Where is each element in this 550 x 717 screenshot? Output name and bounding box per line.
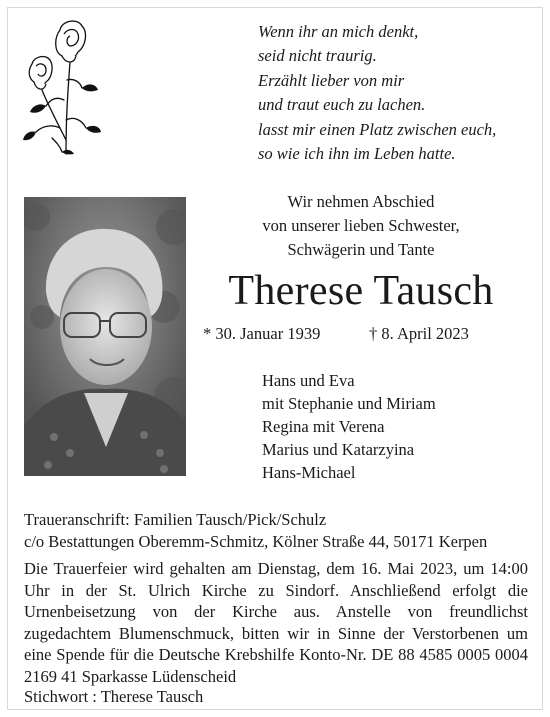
donation-keyword: Stichwort : Therese Tausch: [24, 687, 204, 706]
birth-date: * 30. Januar 1939: [203, 324, 321, 343]
funeral-notice: Die Trauerfeier wird gehalten am Dienstag, dem 16. Mai 2023, um 14:00 Uhr in der St. Ulrich Kirche zu Sindorf. Anschließend erfolgt die Urnenbeisetzung von der Kirche aus. Anstelle von freundlichst zugedachtem Blumenschmuck, bitten wir in Sinne der Verstorbenen um eine Spende für die Deutsche Krebshilfe Konto-Nr. DE 88 4585 0005 0004 2169 41 Sparkasse Lüdenscheid: [24, 559, 528, 686]
portrait-photo: [24, 197, 186, 476]
mourner: Hans und Eva: [262, 371, 355, 390]
intro-line: von unserer lieben Schwester,: [262, 216, 460, 235]
poem-line: so wie ich ihn im Leben hatte.: [258, 144, 456, 164]
death-date: † 8. April 2023: [369, 324, 469, 343]
intro-line: Schwägerin und Tante: [287, 240, 435, 259]
mourner: Hans-Michael: [262, 463, 356, 482]
poem-line: seid nicht traurig.: [258, 46, 377, 66]
deceased-name: Therese Tausch: [228, 268, 494, 314]
mourner: Regina mit Verena: [262, 417, 385, 436]
intro-line: Wir nehmen Abschied: [287, 192, 435, 211]
poem-line: Wenn ihr an mich denkt,: [258, 22, 419, 41]
rose-icon: [22, 20, 102, 155]
mourner: Marius und Katarzyina: [262, 440, 415, 459]
mourner: mit Stephanie und Miriam: [262, 394, 436, 413]
mourners-list: [262, 369, 532, 484]
life-dates: [203, 322, 533, 346]
poem-line: und traut euch zu lachen.: [258, 95, 426, 115]
poem: [258, 20, 543, 166]
address-line: c/o Bestattungen Oberemm-Schmitz, Kölner Straße 44, 50171 Kerpen: [24, 531, 488, 551]
intro-text: [190, 190, 532, 262]
mourning-address: [24, 509, 529, 552]
poem-line: lasst mir einen Platz zwischen euch,: [258, 119, 497, 139]
poem-line: Erzählt lieber von mir: [258, 70, 405, 90]
address-line: Traueranschrift: Familien Tausch/Pick/Schulz: [24, 510, 327, 529]
